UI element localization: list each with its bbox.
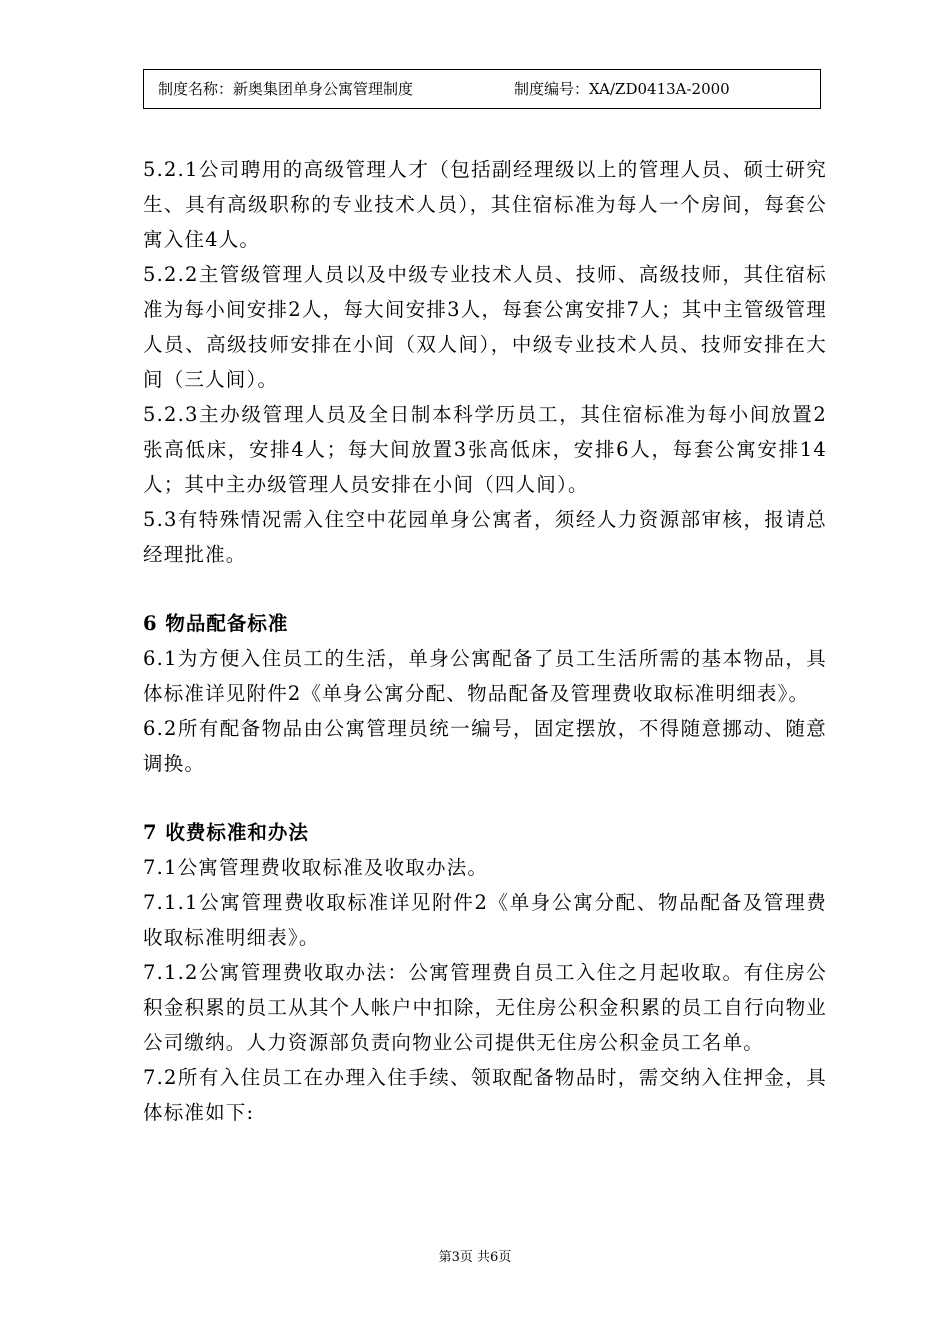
page-number: 第3页 共6页 <box>438 1250 512 1265</box>
paragraph-5-3: 5.3有特殊情况需入住空中花园单身公寓者，须经人力资源部审核，报请总经理批准。 <box>143 508 827 566</box>
paragraph-5-2-3: 5.2.3主办级管理人员及全日制本科学历员工，其住宿标准为每小间放置2张高低床，安排4人；每大间放置3张高低床，安排6人，每套公寓安排14人；其中主办级管理人员安排在小间（四人间）。 <box>143 403 827 496</box>
paragraph-6-1: 6.1为方便入住员工的生活，单身公寓配备了员工生活所需的基本物品，具体标准详见附件2《单身公寓分配、物品配备及管理费收取标准明细表》。 <box>143 647 827 705</box>
section-7-heading: 7 收费标准和办法 <box>143 821 309 844</box>
paragraph-7-1-1: 7.1.1公寓管理费收取标准详见附件2《单身公寓分配、物品配备及管理费收取标准明细表》。 <box>143 891 827 949</box>
paragraph-6-2: 6.2所有配备物品由公寓管理员统一编号，固定摆放，不得随意挪动、随意调换。 <box>143 717 827 775</box>
section-6-heading: 6 物品配备标准 <box>143 612 289 635</box>
paragraph-5-2-1: 5.2.1公司聘用的高级管理人才（包括副经理级以上的管理人员、硕士研究生、具有高级职称的专业技术人员），其住宿标准为每人一个房间，每套公寓入住4人。 <box>143 158 827 251</box>
paragraph-7-1: 7.1公寓管理费收取标准及收取办法。 <box>143 856 489 879</box>
section-gap <box>143 781 827 815</box>
document-body <box>143 152 827 1130</box>
regulation-code: 制度编号：XA/ZD0413A-2000 <box>514 80 730 98</box>
document-header <box>143 69 821 109</box>
regulation-name: 制度名称：新奥集团单身公寓管理制度 <box>158 80 414 98</box>
section-gap <box>143 572 827 606</box>
paragraph-7-1-2: 7.1.2公寓管理费收取办法：公寓管理费自员工入住之月起收取。有住房公积金积累的员工从其个人帐户中扣除，无住房公积金积累的员工自行向物业公司缴纳。人力资源部负责向物业公司提供无住房公积金员工名单。 <box>143 961 827 1054</box>
paragraph-5-2-2: 5.2.2主管级管理人员以及中级专业技术人员、技师、高级技师，其住宿标准为每小间安排2人，每大间安排3人，每套公寓安排7人；其中主管级管理人员、高级技师安排在小间（双人间），中级专业技术人员、技师安排在大间（三人间）。 <box>143 263 827 391</box>
paragraph-7-2: 7.2所有入住员工在办理入住手续、领取配备物品时，需交纳入住押金，具体标准如下: <box>143 1066 827 1124</box>
